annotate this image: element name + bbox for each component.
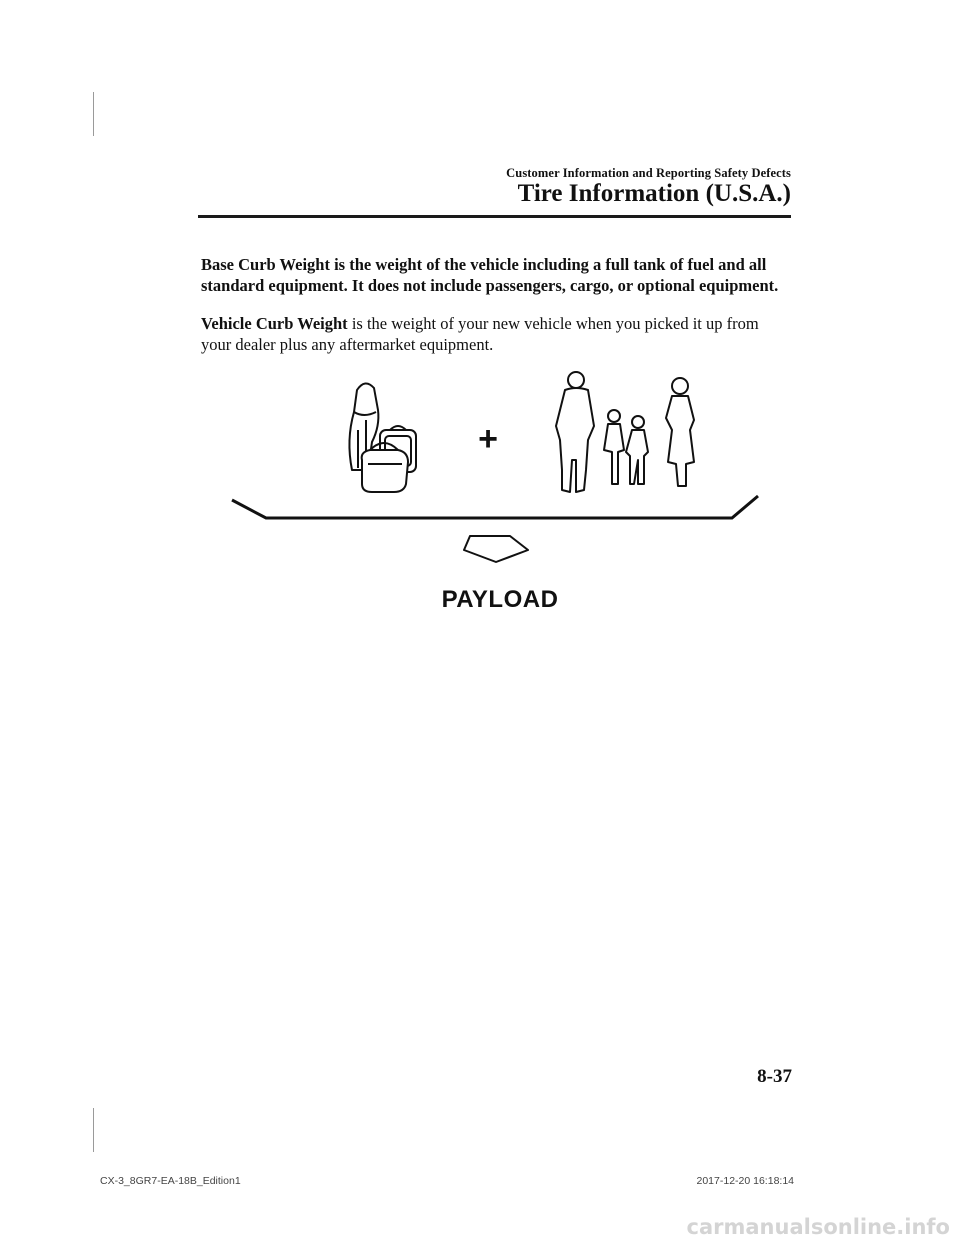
grouping-bracket (232, 496, 758, 518)
vehicle-curb-weight-definition: is the weight of your new vehicle when you picked it up from your dealer plus any aftermarket equipment. (201, 314, 759, 354)
page-title: Tire Information (U.S.A.) (517, 180, 791, 207)
luggage-icon (349, 383, 416, 492)
document-code: CX-3_8GR7-EA-18B_Edition1 (100, 1175, 241, 1187)
base-curb-weight-paragraph: Base Curb Weight is the weight of the vehicle including a full tank of fuel and all standard equipment. It does not include passengers, cargo, or optional equipment. (201, 255, 779, 295)
family-silhouettes-icon (556, 372, 694, 492)
vehicle-curb-weight-term: Vehicle Curb Weight (201, 314, 348, 333)
crop-mark-bottom (93, 1108, 94, 1152)
crop-mark-top (93, 92, 94, 136)
vehicle-curb-weight-paragraph (201, 313, 791, 355)
page-number: 8-37 (757, 1066, 792, 1087)
down-arrow-icon (464, 536, 528, 562)
payload-diagram (220, 360, 780, 620)
section-label: Customer Information and Reporting Safety Defects (506, 166, 791, 180)
payload-illustration (220, 360, 780, 620)
watermark: carmanualsonline.info (686, 1215, 950, 1239)
plus-sign: + (478, 420, 498, 458)
title-rule (198, 215, 791, 218)
print-timestamp: 2017-12-20 16:18:14 (696, 1175, 794, 1187)
payload-label: PAYLOAD (441, 586, 559, 613)
